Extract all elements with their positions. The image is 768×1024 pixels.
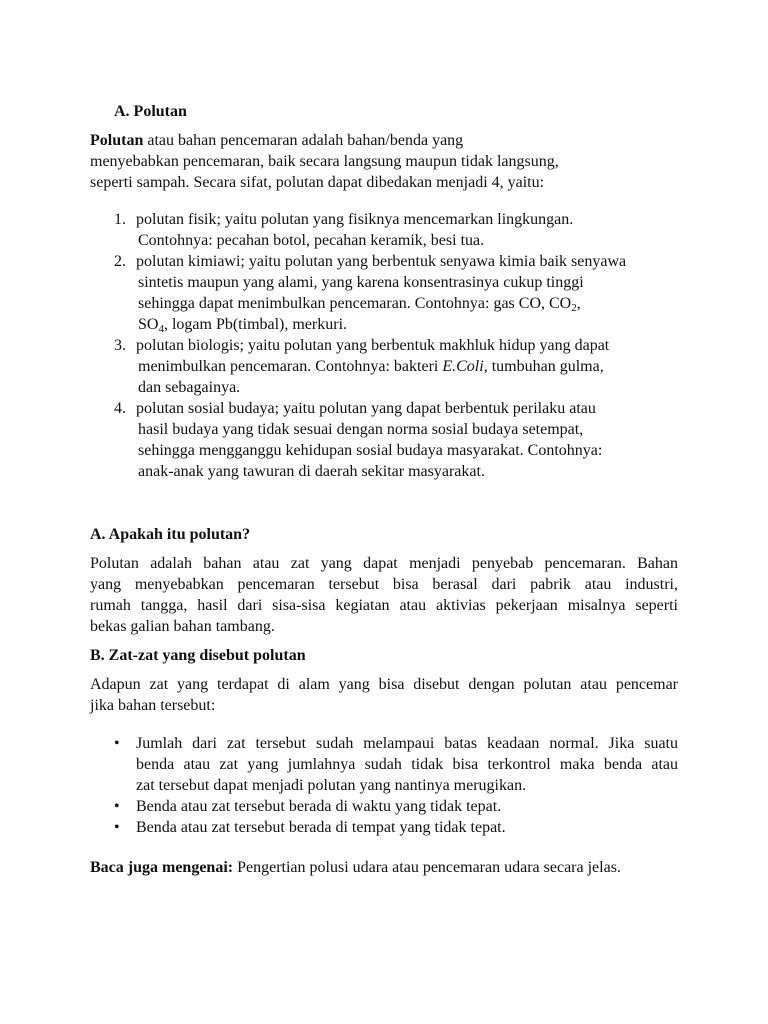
list-number: 2. <box>114 253 126 270</box>
read-also-label: Baca juga mengenai: <box>90 859 234 876</box>
list-number: 1. <box>114 211 126 228</box>
bullet-icon: • <box>114 819 120 836</box>
section-title-zat-polutan: B. Zat-zat yang disebut polutan <box>90 647 306 664</box>
list-item: 2. polutan kimiawi; yaitu polutan yang berbentuk senyawa kimia baik senyawa sintetis maupun yang alami, yang karena konsentrasinya cukup tinggi sehingga dapat menimbulkan pencemaran. Contohnya: gas CO, $CO_2$, $SO_4$, logam Pb(timbal), merkuri. <box>114 253 627 335</box>
intro-line-1: Polutan atau bahan pencemaran adalah bahan/benda yang <box>90 132 464 149</box>
intro-bold-term: Polutan <box>90 132 144 149</box>
section-title-polutan: A. Polutan <box>114 103 187 120</box>
list-item: • Jumlah dari zat tersebut sudah melampaui batas keadaan normal. Jika suatu benda atau zat yang jumlahnya sudah tidak bisa terkontrol maka benda atau zat tersebut dapat menjadi polutan yang nantinya merugikan. <box>114 735 678 794</box>
criteria-bullet-list <box>114 733 678 838</box>
list-item: • Benda atau zat tersebut berada di tempat yang tidak tepat. <box>114 819 506 836</box>
pollutant-types-list <box>114 209 626 482</box>
apakah-paragraph: Polutan adalah bahan atau zat yang dapat menjadi penyebab pencemaran. Bahan yang menyebabkan pencemaran tersebut bisa berasal dari pabrik atau industri, rumah tangga, hasil dari sisa-sisa kegiatan atau aktivias pekerjaan misalnya seperti bekas galian bahan tambang. <box>90 555 678 635</box>
italic-term: E.Coli <box>442 358 484 375</box>
list-item: • Benda atau zat tersebut berada di waktu yang tidak tepat. <box>114 798 502 815</box>
intro-paragraph <box>90 130 559 193</box>
list-item: 3. polutan biologis; yaitu polutan yang berbentuk makhluk hidup yang dapat menimbulkan pencemaran. Contohnya: bakteri E.Coli, tumbuhan gulma, dan sebagainya. <box>114 337 610 396</box>
bullet-icon: • <box>114 798 120 815</box>
read-also-line <box>90 857 621 878</box>
intro-line-2: menyebabkan pencemaran, baik secara langsung maupun tidak langsung, <box>90 153 559 170</box>
list-number: 4. <box>114 400 126 417</box>
list-number: 3. <box>114 337 126 354</box>
list-item: 4. polutan sosial budaya; yaitu polutan yang dapat berbentuk perilaku atau hasil budaya yang tidak sesuai dengan norma sosial budaya setempat, sehingga mengganggu kehidupan sosial budaya masyarakat. Contohnya: anak-anak yang tawuran di daerah sekitar masyarakat. <box>114 400 603 480</box>
bullet-icon: • <box>114 735 120 752</box>
section-title-apakah-polutan: A. Apakah itu polutan? <box>90 526 251 543</box>
intro-line-3: seperti sampah. Secara sifat, polutan dapat dibedakan menjadi 4, yaitu: <box>90 174 545 191</box>
read-also-text: Pengertian polusi udara atau pencemaran udara secara jelas. <box>233 859 621 876</box>
list-item: 1. polutan fisik; yaitu polutan yang fisiknya mencemarkan lingkungan. Contohnya: pecahan botol, pecahan keramik, besi tua. <box>114 211 574 249</box>
adapun-paragraph: Adapun zat yang terdapat di alam yang bisa disebut dengan polutan atau pencemar jika bahan tersebut: <box>90 676 678 714</box>
